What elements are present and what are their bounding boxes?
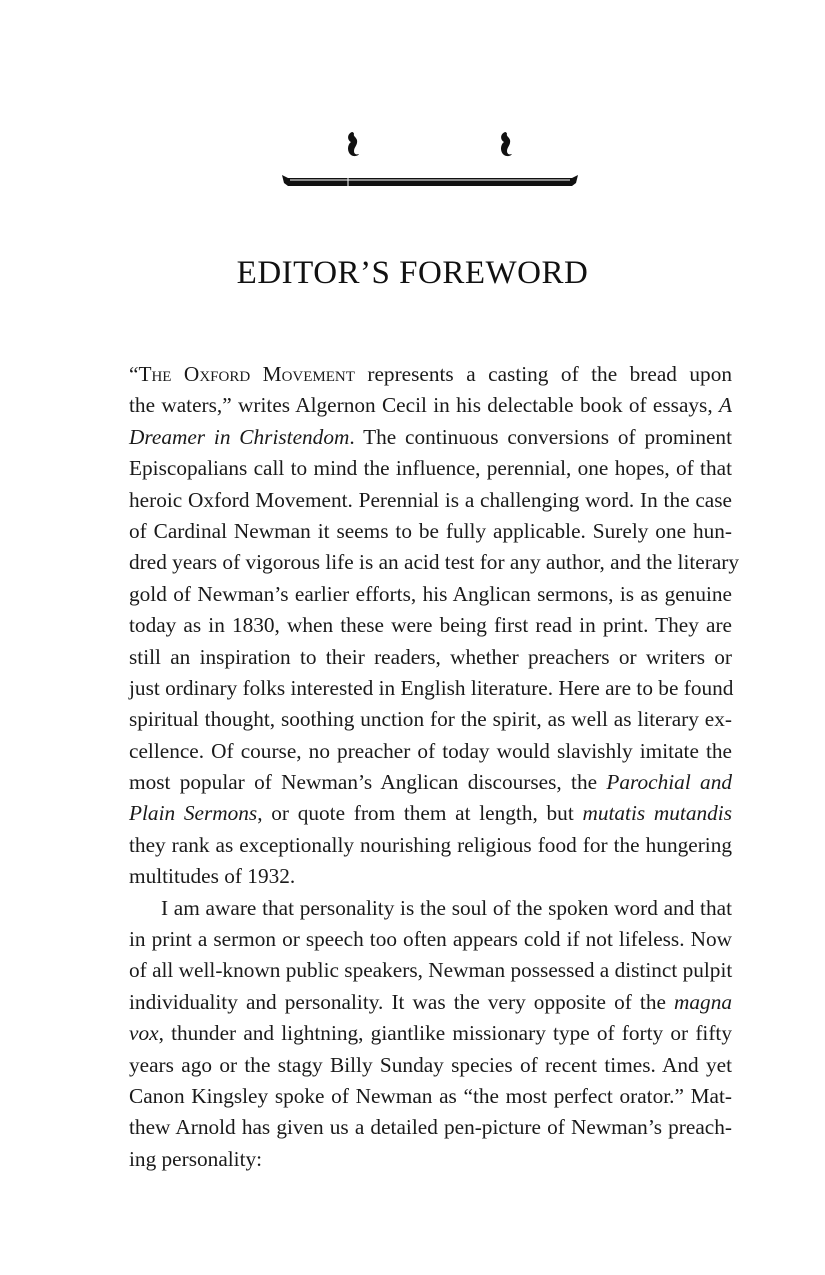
text-line: dred years of vigorous life is an acid test for any author, and the literary [129,550,740,575]
text-line: cellence. Of course, no preacher of today would slavishly imitate the [129,738,732,763]
text-line: Dreamer in Christendom. The continuous conversions of prominent [129,424,732,449]
fleuron-ornament-icon [280,128,580,188]
text-line: I am aware that personality is the soul of the spoken word and that [161,895,732,920]
text-line: Episcopalians call to mind the influence, perennial, one hopes, of that [129,456,732,481]
text-line: heroic Oxford Movement. Perennial is a challenging word. In the case [129,487,732,512]
text-line: the waters,” writes Algernon Cecil in his delectable book of essays, A [129,393,732,418]
body-text [129,359,740,1175]
text-line: vox, thunder and lightning, giantlike missionary type of forty or fifty [129,1021,732,1046]
text-line: individuality and personality. It was the very opposite of the magna [129,989,732,1014]
text-line: multitudes of 1932. [129,864,296,889]
text-line: years ago or the stagy Billy Sunday species of recent times. And yet [129,1052,732,1077]
text-line: ing personality: [129,1146,263,1171]
text-line: Canon Kingsley spoke of Newman as “the most perfect orator.” Mat- [129,1083,732,1108]
text-line: thew Arnold has given us a detailed pen-picture of Newman’s preach- [129,1115,732,1140]
text-line: “The Oxford Movement represents a casting of the bread upon [129,362,732,386]
text-line: they rank as exceptionally nourishing religious food for the hungering [129,832,732,857]
paragraph [129,893,732,1176]
text-line: today as in 1830, when these were being first read in print. They are [129,613,732,638]
text-line: in print a sermon or speech too often appears cold if not lifeless. Now [129,927,732,952]
text-line: gold of Newman’s earlier efforts, his Anglican sermons, is as genuine [129,581,732,606]
text-line: Plain Sermons, or quote from them at length, but mutatis mutandis [129,801,732,826]
page-title: EDITOR’S FOREWORD [236,255,589,291]
text-line: of all well-known public speakers, Newman possessed a distinct pulpit [129,958,733,983]
text-line: of Cardinal Newman it seems to be fully applicable. Surely one hun- [129,518,732,543]
text-line: spiritual thought, soothing unction for the spirit, as well as literary ex- [129,707,732,732]
text-line: just ordinary folks interested in English literature. Here are to be found [129,675,734,700]
text-line: still an inspiration to their readers, whether preachers or writers or [129,644,732,669]
text-line: most popular of Newman’s Anglican discourses, the Parochial and [129,770,732,795]
paragraph [129,359,740,893]
